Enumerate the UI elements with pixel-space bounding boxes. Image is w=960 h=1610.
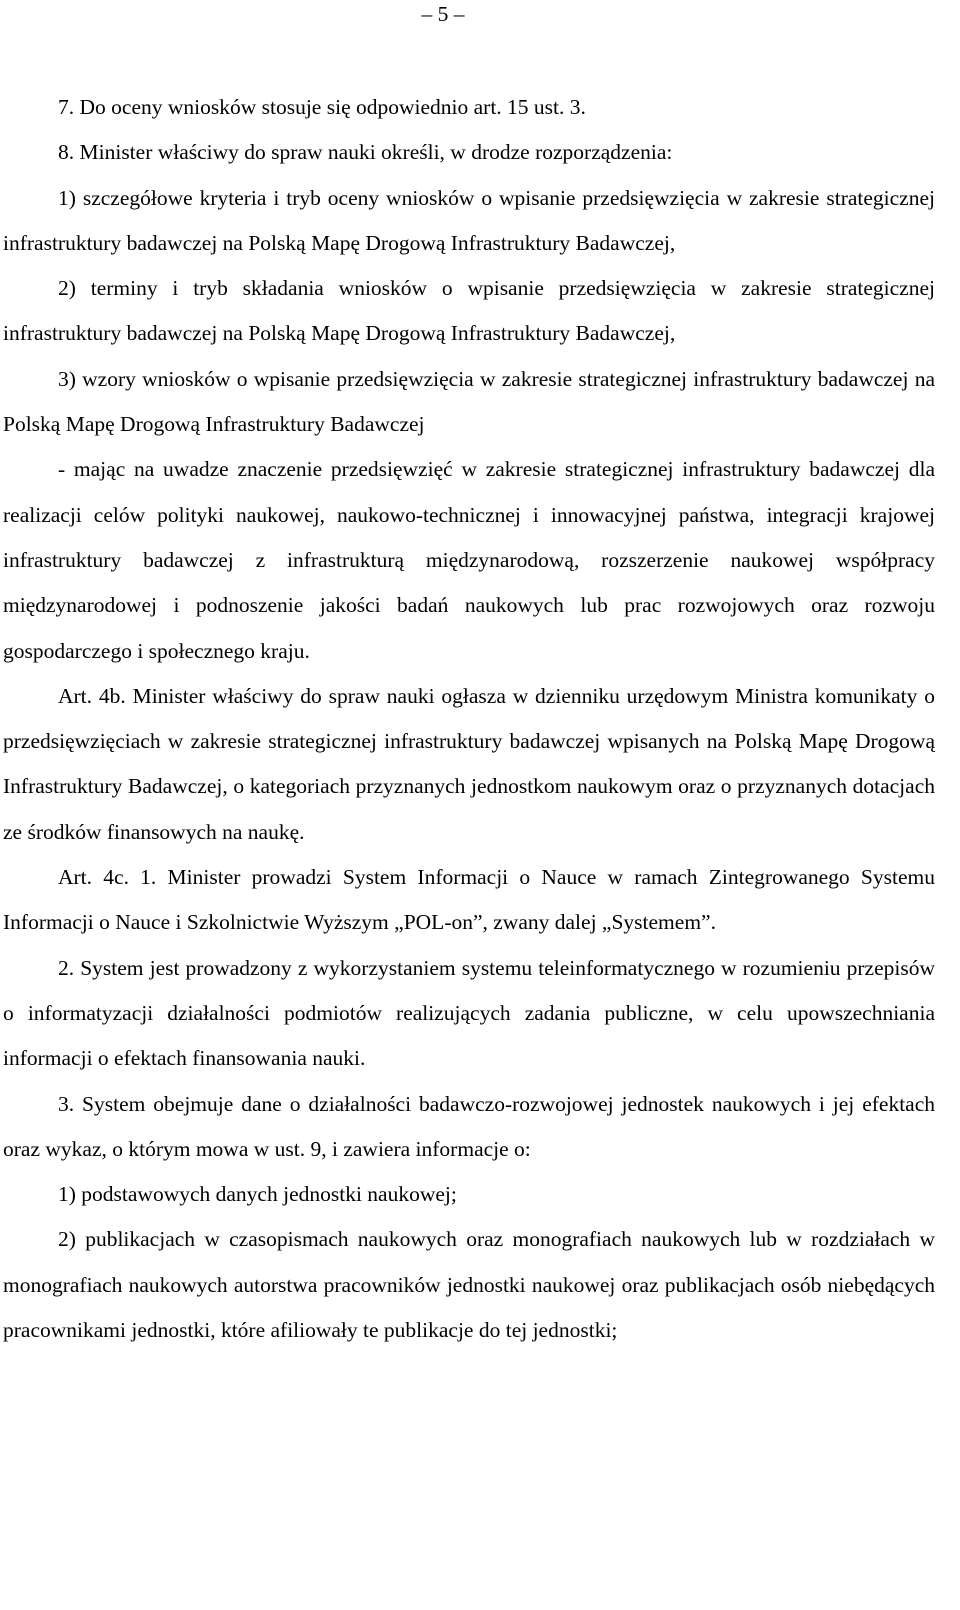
paragraph-art-4c-3: 3. System obejmuje dane o działalności badawczo-rozwojowej jednostek naukowych i jej efektach oraz wykaz, o którym mowa w ust. 9, i zawiera informacje o: — [3, 1091, 935, 1161]
paragraph-art-4c-1: Art. 4c. 1. Minister prowadzi System Informacji o Nauce w ramach Zintegrowanego Systemu Informacji o Nauce i Szkolnictwie Wyższym „POL-on”, zwany dalej „Systemem”. — [3, 865, 935, 935]
paragraph-point-1: 1) szczegółowe kryteria i tryb oceny wniosków o wpisanie przedsięwzięcia w zakresie strategicznej infrastruktury badawczej na Polską Mapę Drogową Infrastruktury Badawczej, — [3, 185, 935, 255]
page-number: – 5 – — [421, 2, 465, 26]
paragraph-info-point-1: 1) podstawowych danych jednostki naukowej; — [58, 1182, 457, 1207]
paragraph-ust-8: 8. Minister właściwy do spraw nauki określi, w drodze rozporządzenia: — [58, 140, 673, 165]
paragraph-guidelines: - mając na uwadze znaczenie przedsięwzięć w zakresie strategicznej infrastruktury badawczej dla realizacji celów polityki naukowej, naukowo-technicznej i innowacyjnej państwa, integracji krajowej infrastruktury badawczej z infrastrukturą międzynarodową, rozszerzenie naukowej współpracy międzynarodowej i podnoszenie jakości badań naukowych lub prac rozwojowych oraz rozwoju gospodarczego i społecznego kraju. — [3, 457, 935, 663]
paragraph-info-point-2: 2) publikacjach w czasopismach naukowych oraz monografiach naukowych lub w rozdziałach w monografiach naukowych autorstwa pracowników jednostki naukowej oraz publikacjach osób niebędących pracownikami jednostki, które afiliowały te publikacje do tej jednostki; — [3, 1227, 935, 1343]
paragraph-point-2: 2) terminy i tryb składania wniosków o wpisanie przedsięwzięcia w zakresie strategicznej infrastruktury badawczej na Polską Mapę Drogową Infrastruktury Badawczej, — [3, 276, 935, 346]
paragraph-art-4b: Art. 4b. Minister właściwy do spraw nauki ogłasza w dzienniku urzędowym Ministra komunikaty o przedsięwzięciach w zakresie strategicznej infrastruktury badawczej wpisanych na Polską Mapę Drogową Infrastruktury Badawczej, o kategoriach przyznanych jednostkom naukowym oraz o przyznanych dotacjach ze środków finansowych na naukę. — [3, 683, 935, 844]
paragraph-ust-7: 7. Do oceny wniosków stosuje się odpowiednio art. 15 ust. 3. — [58, 95, 586, 119]
paragraph-art-4c-2: 2. System jest prowadzony z wykorzystaniem systemu teleinformatycznego w rozumieniu przepisów o informatyzacji działalności podmiotów realizujących zadania publiczne, w celu upowszechniania informacji o efektach finansowania nauki. — [3, 955, 935, 1071]
document-body — [3, 85, 935, 1353]
paragraph-point-3: 3) wzory wniosków o wpisanie przedsięwzięcia w zakresie strategicznej infrastruktury badawczej na Polską Mapę Drogową Infrastruktury Badawczej — [3, 366, 935, 437]
